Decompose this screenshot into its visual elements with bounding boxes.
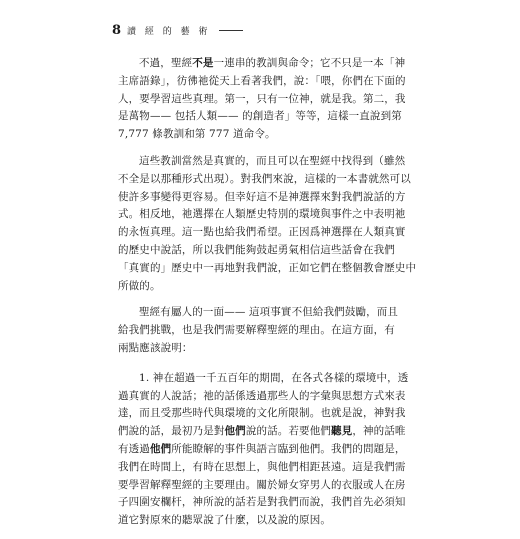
text-line — [118, 304, 412, 322]
text-line — [118, 477, 412, 495]
text-line — [118, 153, 412, 171]
text-segment: 的歷史中說話，所以我們能夠鼓起勇氣相信這些話會在我們 — [118, 243, 395, 256]
text-line — [97, 189, 412, 207]
text-line — [97, 91, 412, 109]
body-text — [118, 55, 417, 539]
text-segment: 過真實的人說話；祂的話係透過那些人的字彙與思想方式來表 — [118, 389, 406, 402]
text-segment: 道它對原來的聽眾說了什麼，以及說的原因。 — [118, 514, 331, 527]
text-segment: 所做的。 — [118, 279, 161, 292]
text-segment: 們說的話，最初乃是對 — [118, 425, 225, 438]
text-line — [118, 459, 412, 477]
text-segment: 我們在時間上，有時在思想上，與他們相距甚遠。這是我們需 — [118, 460, 406, 473]
text-line — [139, 370, 412, 388]
text-line — [97, 206, 412, 224]
text-segment: 有透過 — [118, 442, 150, 455]
text-line — [118, 405, 412, 423]
text-line — [97, 278, 412, 296]
text-segment: 子四圍安欄杆，神所說的話若是對我們而說，我們首先必須知 — [118, 496, 406, 509]
text-segment: 7,777 條教訓和第 777 道命令。 — [118, 128, 276, 141]
emphasized-text: 他們 — [149, 442, 172, 455]
emphasized-text: 聽見 — [331, 425, 353, 438]
text-line — [118, 441, 412, 459]
text-segment: 不過，聖經 — [139, 57, 193, 69]
text-segment: 所能瞭解的事件與語言臨到他們。我們的問題是， — [171, 442, 406, 455]
page-header — [112, 23, 243, 38]
text-segment: 的永恆真理。這一點也給我們希望。正因爲神選擇在人類真實 — [118, 226, 406, 239]
text-segment: 不全是以那種形式出現）。對我們來說，這樣的一本書就然可以 — [118, 172, 411, 185]
text-segment: 人，要學習這些真理。第一，只有一位神，就是我。第二，我 — [118, 92, 406, 105]
text-segment: 給我們挑戰，也是我們需要解釋聖經的理由。在這方面，有 — [118, 324, 395, 337]
text-line — [118, 388, 412, 406]
text-line — [97, 242, 412, 260]
paragraph — [118, 153, 417, 295]
text-line — [97, 171, 412, 189]
text-line — [118, 512, 412, 530]
text-segment: 達，而且受那些時代與環境的文化所限制。也就是說，神對我 — [118, 407, 406, 420]
text-line — [118, 423, 412, 441]
text-line — [97, 108, 412, 126]
text-line — [97, 340, 412, 358]
text-line — [118, 494, 412, 512]
page-number: 8 — [112, 23, 122, 38]
text-segment: 1. 神在超過一千五百年的期間，在各式各樣的環境中，透 — [139, 371, 409, 384]
text-segment: 要學習解釋聖經的主要理由。關於婦女穿男人的衣服或人在房 — [118, 478, 406, 491]
text-line — [97, 73, 412, 91]
text-segment: ，神的話唯 — [352, 425, 406, 438]
running-title: 讀 經 的 藝 術 — [127, 27, 211, 37]
text-segment: 是萬物—— 包括人類—— 的創造者」等等，這樣一直說到第 — [118, 110, 402, 123]
text-line — [97, 126, 412, 144]
text-line — [97, 224, 412, 242]
text-segment: 兩點應該說明： — [118, 341, 193, 354]
emphasized-text: 不是 — [192, 57, 214, 69]
text-segment: 這些教訓當然是真實的，而且可以在聖經中找得到（雖然 — [139, 154, 406, 167]
text-segment: 一連串的教訓與命令；它不只是一本「神 — [213, 57, 406, 69]
text-segment: 使許多事變得更容易。但幸好這不是神選擇來對我們說話的方 — [118, 190, 406, 203]
text-line — [118, 55, 412, 73]
paragraph — [118, 55, 412, 144]
emphasized-text: 他們 — [224, 425, 246, 438]
text-segment: 「真實的」歷史中一再地對我們說，正如它們在整個教會歷史中 — [118, 261, 417, 274]
text-segment: 式。相反地，祂選擇在人類歷史特別的環境與事件之中表明祂 — [118, 208, 406, 221]
header-rule — [219, 30, 243, 31]
text-segment: 聖經有屬人的一面—— 這項事實不但給我們鼓勵，而且 — [139, 306, 399, 319]
text-line — [97, 322, 412, 340]
text-segment: 主席語錄」，彷彿祂從天上看著我們，說：「喂，你們在下面的 — [118, 74, 406, 87]
list-item-paragraph — [118, 367, 412, 530]
text-line — [97, 260, 417, 278]
paragraph — [118, 304, 412, 357]
text-segment: 說的話。若要他們 — [245, 425, 332, 438]
